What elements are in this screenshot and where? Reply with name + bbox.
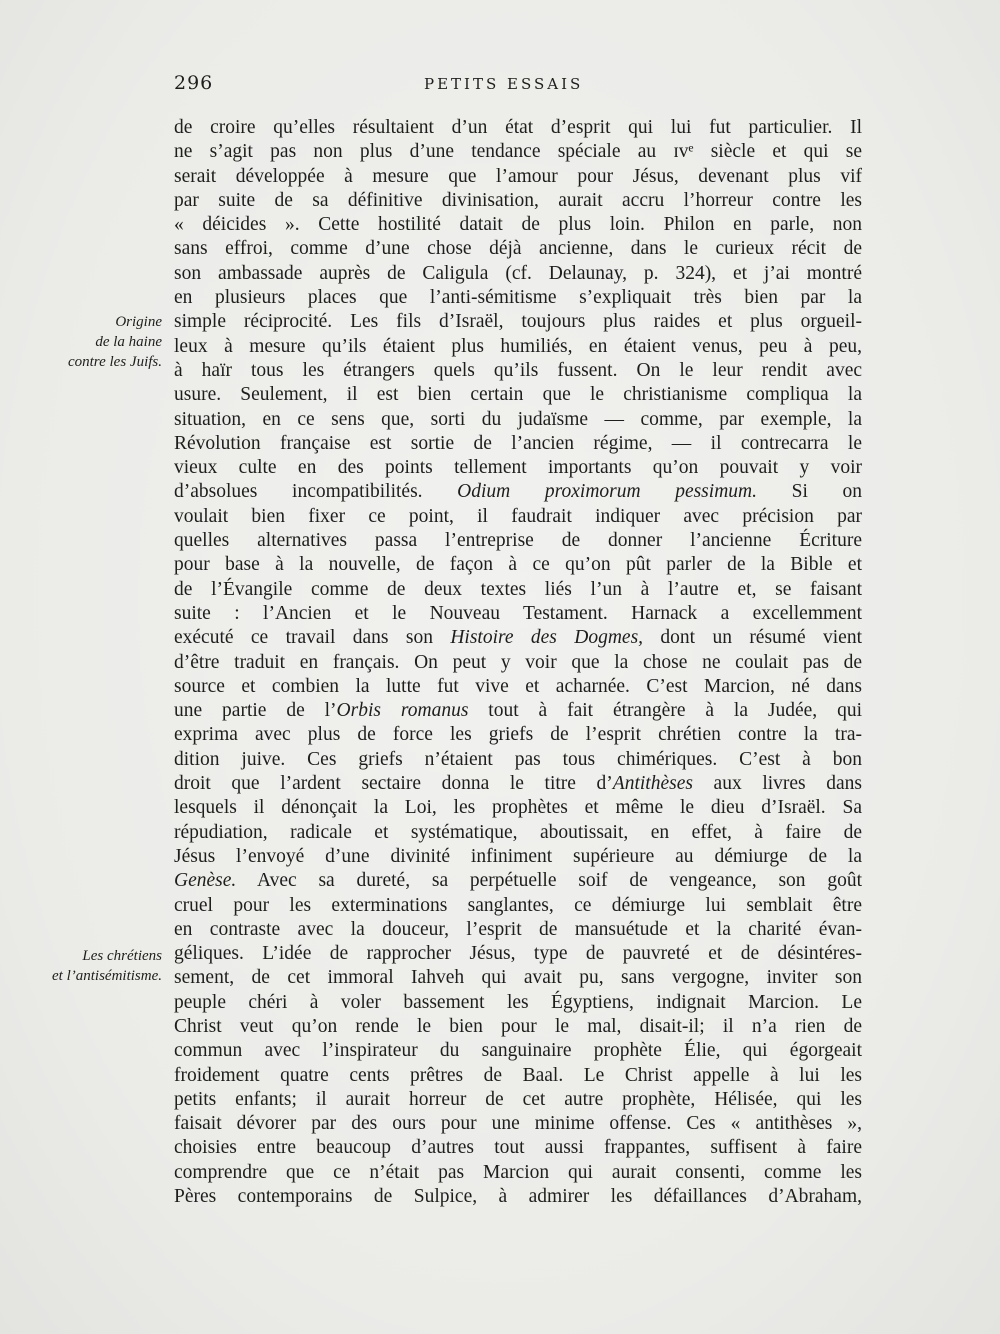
text-line: situation, en ce sens que, sorti du judaïsme — comme, par exemple, la [174, 408, 862, 430]
text-line: lesquels il dénonçait la Loi, les prophètes et même le dieu d’Israël. Sa [174, 797, 862, 819]
text-line: Genèse. Avec sa dureté, sa perpétuelle soif de vengeance, son goût [174, 870, 862, 892]
text-line: faisait dévorer par des ours pour une minime offense. Ces « antithèses », [174, 1113, 862, 1135]
text-line: exprima avec plus de force les griefs de l’esprit chrétien contre la tra- [174, 724, 862, 746]
text-line: Christ veut qu’on rende le bien pour le mal, disait-il; il n’a rien de [174, 1015, 862, 1037]
text-line: sement, de cet immoral Iahveh qui avait pu, sans vergogne, inviter son [174, 967, 862, 989]
text-line: une partie de l’Orbis romanus tout à fait étrangère à la Judée, qui [174, 700, 862, 722]
text-line: usure. Seulement, il est bien certain que le christianisme compliqua la [174, 384, 862, 406]
margin-note-line: de la haine [95, 334, 162, 350]
text-line: géliques. L’idée de rapprocher Jésus, type de pauvreté et de désintéres- [174, 943, 862, 965]
margin-note-origine [68, 312, 162, 372]
text-line: cruel pour les exterminations sanglantes, ce démiurge lui semblait être [174, 894, 862, 916]
italic-span: Histoire des Dogmes, [450, 627, 644, 649]
text-line: Pères contemporains de Sulpice, à admirer les défaillances d’Abraham, [174, 1186, 862, 1208]
page-header [174, 72, 864, 102]
margin-note-line: et l’antisémitisme. [52, 968, 162, 984]
italic-span: Antithèses [612, 773, 693, 795]
text-line: peuple chéri à voler bassement les Égyptiens, indignait Marcion. Le [174, 991, 862, 1013]
text-line: exécuté ce travail dans son Histoire des Dogmes, dont un résumé vient [174, 627, 862, 649]
body-text [174, 116, 862, 1209]
margin-note-line: Les chrétiens [82, 948, 162, 964]
text-line: leux à mesure qu’ils étaient plus humiliés, en étaient venus, peu à peu, [174, 335, 862, 357]
text-line: Révolution française est sortie de l’ancien régime, — il contrecarra le [174, 432, 862, 454]
text-line: voulait bien fixer ce point, il faudrait indiquer avec précision par [174, 505, 862, 527]
text-line: suite : l’Ancien et le Nouveau Testament. Harnack a excellemment [174, 602, 862, 624]
text-line: droit que l’ardent sectaire donna le titre d’Antithèses aux livres dans [174, 773, 862, 795]
text-line: en plusieurs places que l’anti-sémitisme s’expliquait très bien par la [174, 287, 862, 309]
text-line: froidement quatre cents prêtres de Baal. Le Christ appelle à lui les [174, 1064, 862, 1086]
text-line: serait développée à mesure que l’amour pour Jésus, devenant plus vif [174, 165, 862, 187]
text-line: Jésus l’envoyé d’une divinité infiniment supérieure au démiurge de la [174, 845, 862, 867]
text-line: d’absolues incompatibilités. Odium proximorum pessimum. Si on [174, 481, 862, 503]
text-line: simple réciprocité. Les fils d’Israël, toujours plus raides et plus orgueil- [174, 311, 862, 333]
text-line: quelles alternatives passa l’entreprise de donner l’ancienne Écriture [174, 530, 862, 552]
text-line: comprendre que ce n’était pas Marcion qui aurait consenti, comme les [174, 1161, 862, 1183]
page-number: 296 [174, 72, 214, 94]
text-line: commun avec l’inspirateur du sanguinaire prophète Élie, qui égorgeait [174, 1040, 862, 1062]
italic-span: Genèse. [174, 870, 237, 892]
text-line: par suite de sa définitive divinisation, aurait accru l’horreur contre les [174, 189, 862, 211]
text-line: de l’Évangile comme de deux textes liés l’un à l’autre et, se faisant [174, 578, 862, 600]
text-line: source et combien la lutte fut vive et acharnée. C’est Marcion, né dans [174, 675, 862, 697]
text-line: « déicides ». Cette hostilité datait de plus loin. Philon en parle, non [174, 214, 862, 236]
margin-note-chretiens [52, 946, 162, 986]
text-line: choisies entre beaucoup d’autres tout aussi frappantes, suffisent à faire [174, 1137, 862, 1159]
text-line: dition juive. Ces griefs n’étaient pas tous chimériques. C’est à bon [174, 748, 862, 770]
margin-note-line: contre les Juifs. [67, 354, 162, 370]
text-line: vieux culte en des points tellement importants qu’on pouvait y voir [174, 457, 862, 479]
italic-span: Odium proximorum pessimum. [457, 481, 757, 503]
text-line: répudiation, radicale et systématique, aboutissait, en effet, à faire de [174, 821, 862, 843]
text-line: ne s’agit pas non plus d’une tendance spéciale au ɪᴠᵉ siècle et qui se [174, 141, 862, 163]
text-line: pour base à la nouvelle, de façon à ce qu’on pût parler de la Bible et [174, 554, 862, 576]
text-line: à haïr tous les étrangers quels qu’ils fussent. On le leur rendit avec [174, 359, 862, 381]
text-line: petits enfants; il aurait horreur de cet autre prophète, Hélisée, qui les [174, 1088, 862, 1110]
text-line: sans effroi, comme d’une chose déjà ancienne, dans le curieux récit de [174, 238, 862, 260]
text-line: de croire qu’elles résultaient d’un état d’esprit qui lui fut particulier. Il [174, 117, 862, 138]
italic-span: Orbis romanus [336, 700, 469, 722]
text-line: en contraste avec la douceur, l’esprit de mansuétude et la charité évan- [174, 918, 862, 940]
margin-note-line: Origine [115, 314, 162, 330]
running-title: PETITS ESSAIS [424, 75, 584, 93]
text-line: d’être traduit en français. On peut y voir que la chose ne coulait pas de [174, 651, 862, 673]
text-line: son ambassade auprès de Caligula (cf. Delaunay, p. 324), et j’ai montré [174, 262, 862, 284]
